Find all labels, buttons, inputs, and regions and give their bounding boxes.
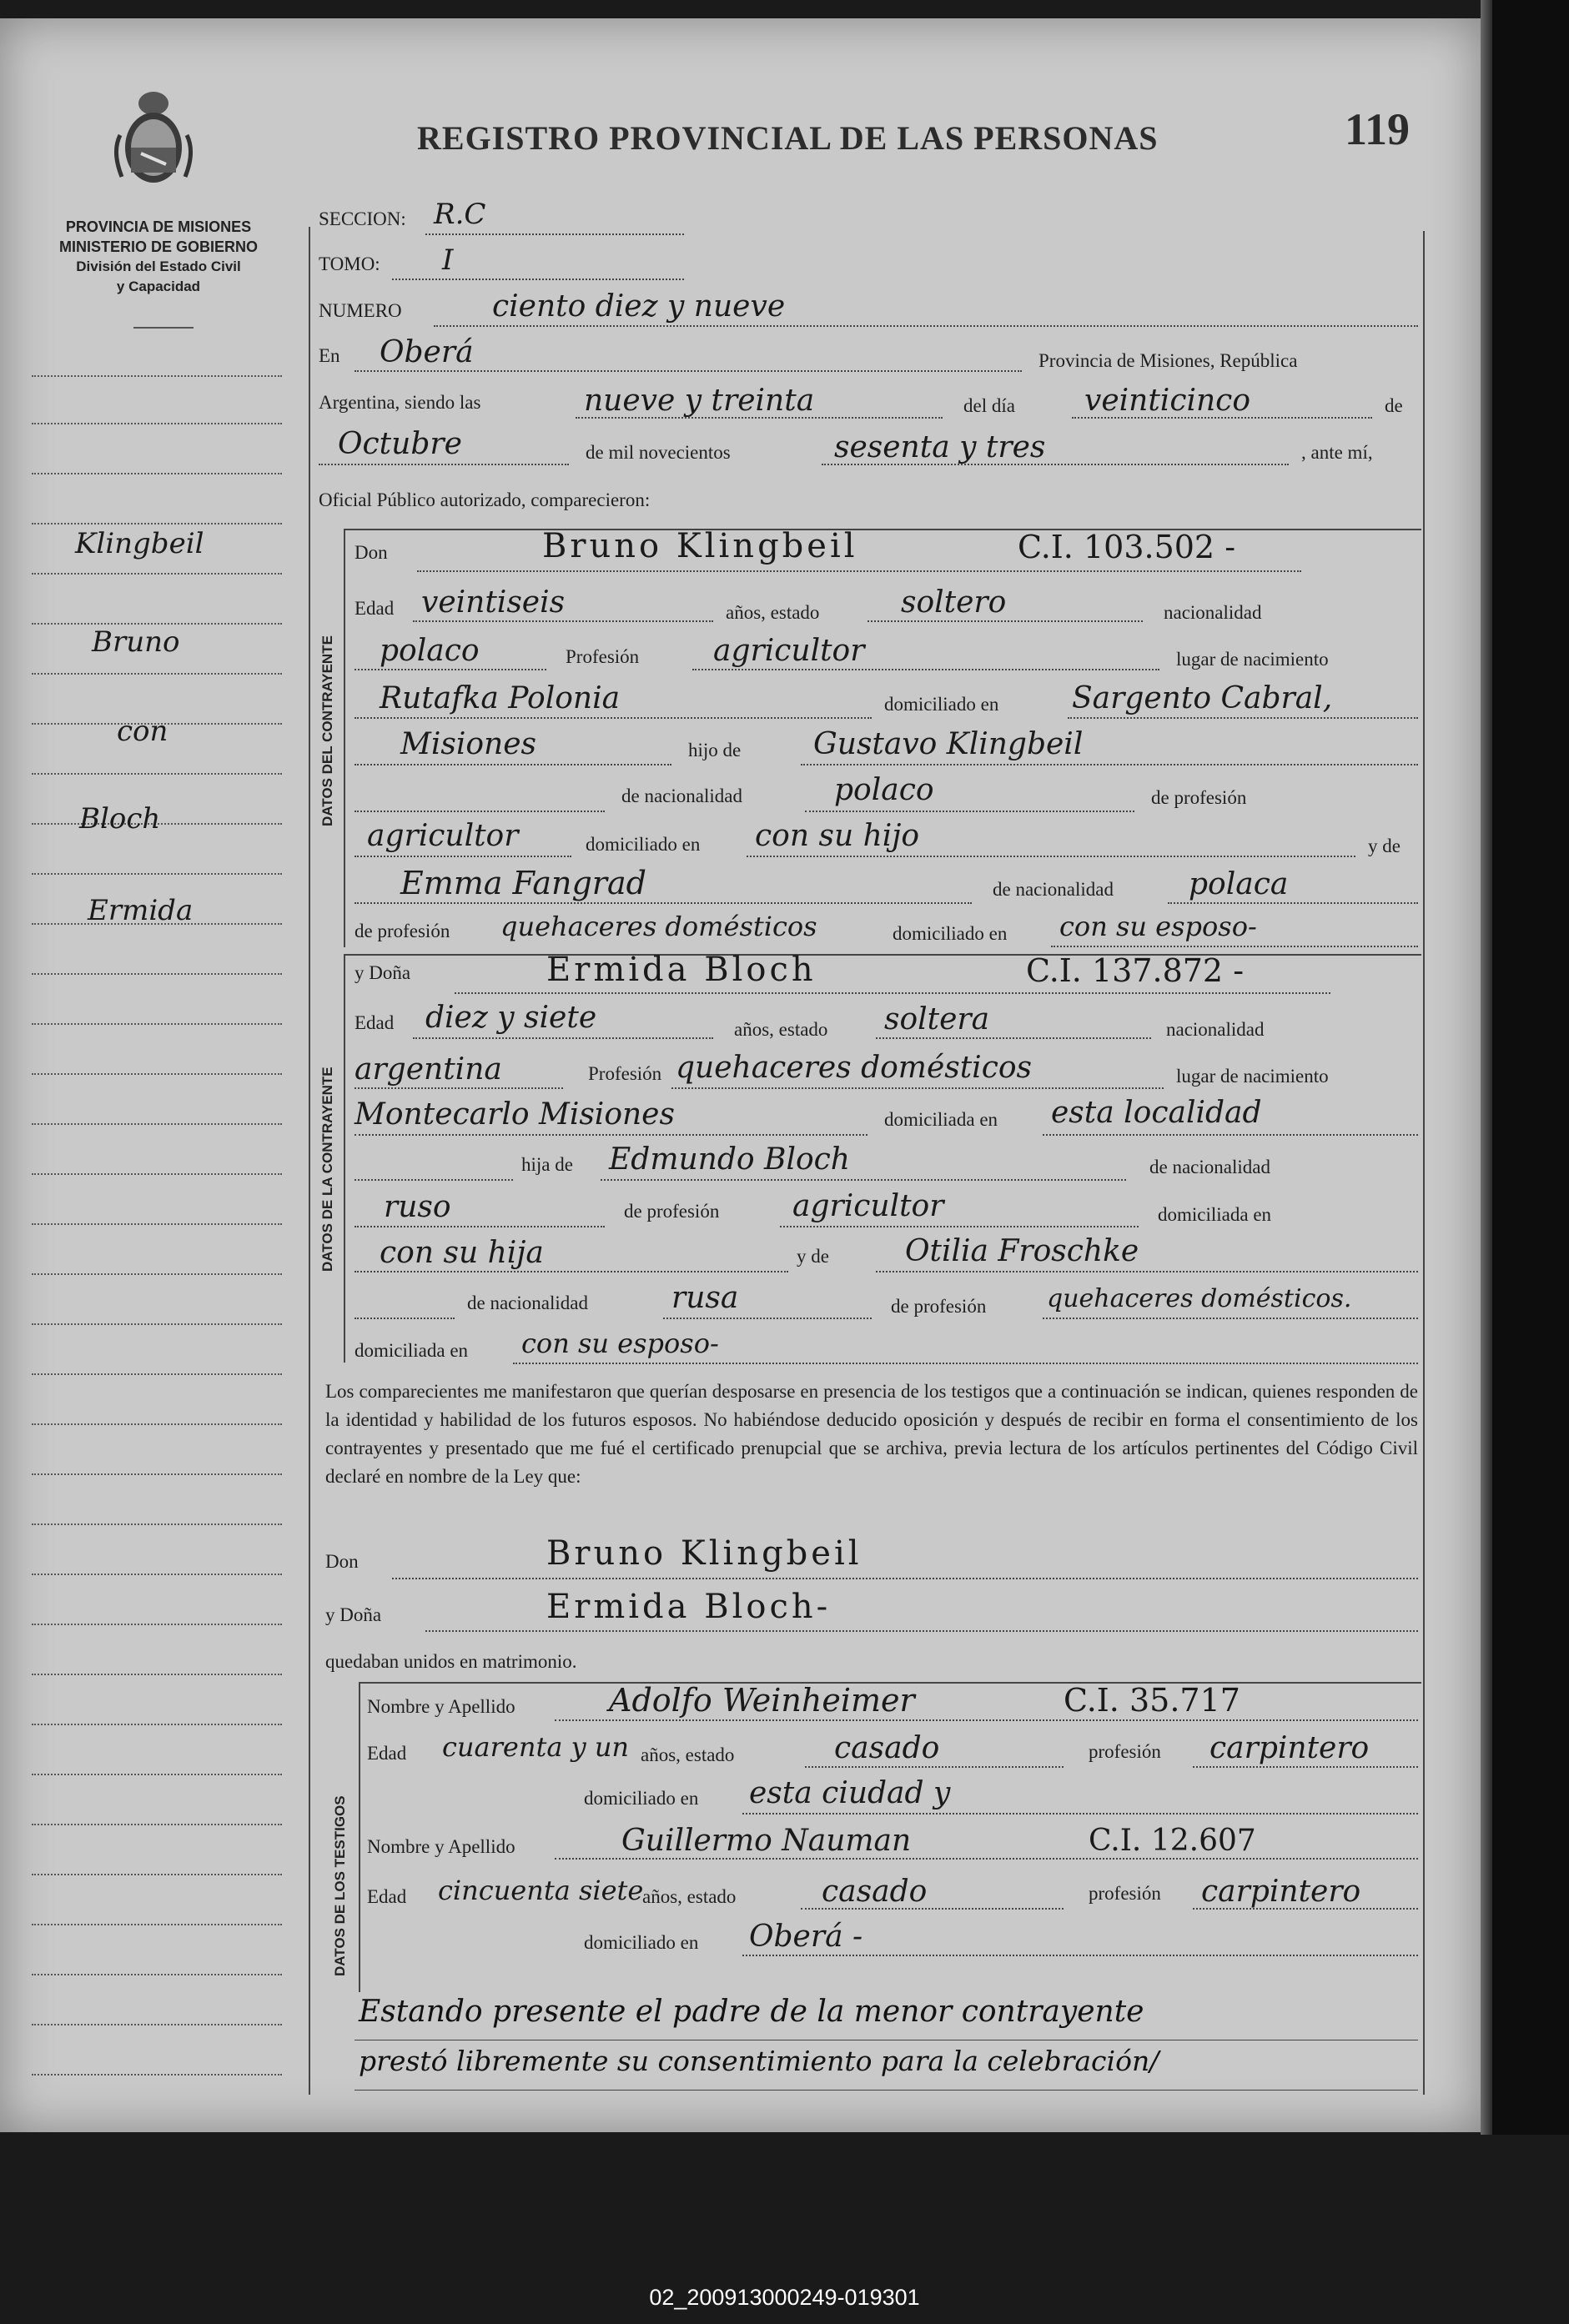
madre-prof-label: de profesión (355, 921, 450, 941)
hora-value: nueve y treinta (584, 384, 815, 418)
de-nacionalidad2-label: de nacionalidad (1149, 1157, 1270, 1177)
del-dia-label: del día (963, 395, 1015, 416)
lugar-nac-label: lugar de nacimiento (1176, 649, 1329, 670)
provincia-text: Provincia de Misiones, República (1038, 350, 1298, 371)
edad-label: Edad (355, 598, 395, 619)
hijo-de-label: hijo de (688, 740, 742, 760)
testigo1-profesion: carpintero (1209, 1731, 1370, 1765)
contrayenta-padre-dom: con su hija (380, 1236, 544, 1270)
t2-edad-label: Edad (367, 1886, 407, 1907)
book-spine-strip (1481, 0, 1492, 2135)
lugar-nac2-label: lugar de nacimiento (1176, 1066, 1329, 1087)
contrayente-madre-prof: quehaceres domésticos (500, 911, 817, 942)
madre2-line (876, 1271, 1418, 1272)
document-title: REGISTRO PROVINCIAL DE LAS PERSONAS (417, 119, 1159, 157)
margin-rule (32, 1874, 282, 1875)
contrayenta-side-label: DATOS DE LA CONTRAYENTE (319, 1067, 335, 1272)
margin-rule (32, 673, 282, 675)
contrayente-nombre: Bruno Klingbeil (542, 527, 858, 565)
margin-rule (32, 623, 282, 625)
edad2-label: Edad (355, 1012, 395, 1033)
dona-line (455, 992, 1330, 994)
edad2-line (413, 1037, 713, 1039)
t1-dom-line (742, 1813, 1418, 1815)
book-edge (1481, 0, 1569, 2135)
numero-label: NUMERO (319, 300, 402, 321)
contrayente-padre-dom: con su hijo (755, 819, 920, 853)
decl-don-value: Bruno Klingbeil (546, 1534, 862, 1573)
t2-prof-line (1193, 1908, 1418, 1910)
t2-profesion-label: profesión (1089, 1883, 1161, 1904)
contrayenta-domicilio: esta localidad (1051, 1096, 1262, 1130)
anios-estado2-label: años, estado (734, 1019, 828, 1040)
contrayente-madre-nac: polaca (1189, 867, 1289, 901)
nacionalidad-line (355, 669, 546, 670)
contrayenta-nacionalidad: argentina (355, 1052, 502, 1087)
t2-dom-line (742, 1955, 1418, 1956)
margin-rule (32, 1574, 282, 1575)
domiciliada-label: domiciliada en (884, 1109, 998, 1130)
testigo2-edad: cincuenta siete (438, 1875, 644, 1906)
page-number: 119 (1345, 104, 1411, 154)
margin-rule (32, 1974, 282, 1975)
testigo1-nombre: Adolfo Weinheimer (609, 1682, 915, 1719)
margin-note-surname: Klingbeil (75, 527, 204, 560)
margin-rule (32, 423, 282, 424)
madre-prof2-line (1043, 1318, 1418, 1319)
decl-dona-line (425, 1630, 1418, 1632)
margin-rule (32, 1073, 282, 1075)
anio-value: sesenta y tres (834, 430, 1046, 464)
madre-dom-label: domiciliado en (893, 923, 1008, 944)
mes-line (319, 464, 569, 465)
margin-rule (32, 1173, 282, 1175)
image-code: 02_200913000249-019301 (649, 2285, 920, 2310)
margin-rule (32, 1624, 282, 1625)
madre-line (355, 902, 972, 904)
margin-note-bride-name: Ermida (88, 894, 194, 927)
madre-nac2-line (663, 1318, 872, 1319)
margin-rule (32, 1523, 282, 1525)
profesion-label: Profesión (566, 646, 640, 667)
padre-nac-line (805, 811, 1134, 812)
tomo-label: TOMO: (319, 253, 380, 274)
de-mil-label: de mil novecientos (586, 442, 731, 463)
contrayenta-estado: soltera (884, 1002, 990, 1037)
contrayenta-padre-nac: ruso (384, 1190, 451, 1224)
t2-anios-estado-label: años, estado (642, 1886, 737, 1907)
padre-dom2-line (355, 1271, 788, 1272)
domiciliado-label: domiciliado en (884, 694, 999, 715)
contrayenta-madre-prof: quehaceres domésticos. (1047, 1284, 1352, 1313)
decl-dona-value: Ermida Bloch- (546, 1588, 832, 1626)
dia-line (1072, 417, 1372, 419)
quedaban-text: quedaban unidos en matrimonio. (325, 1651, 577, 1672)
y-de-label: y de (1368, 836, 1401, 856)
t1-anios-estado-label: años, estado (641, 1744, 735, 1765)
margin-rule (32, 1273, 282, 1275)
t1-prof-line (1193, 1766, 1418, 1768)
dept-ministry: MINISTERIO DE GOBIERNO (58, 238, 259, 255)
contrayente-domicilio: Sargento Cabral, (1072, 681, 1333, 715)
domicilio2-line (355, 764, 671, 765)
margin-note-con: con (117, 715, 168, 748)
domicilio3-line (1043, 1134, 1418, 1136)
margin-rule (32, 1674, 282, 1675)
margin-rule (32, 573, 282, 575)
nacionalidad2-line (355, 1087, 563, 1089)
dona-label: y Doña (355, 962, 411, 983)
madre-dom2-line (513, 1363, 1418, 1364)
domicilio-line (1068, 717, 1418, 719)
margin-rule (32, 1824, 282, 1825)
hora-line (576, 417, 943, 419)
madre-prof2-label: de profesión (891, 1296, 987, 1317)
dept-division: División del Estado Civil (76, 259, 241, 274)
contrayenta-lugar-nac: Montecarlo Misiones (355, 1097, 675, 1132)
ante-mi-label: , ante mí, (1301, 442, 1373, 463)
nota-final-linea1: Estando presente el padre de la menor contrayente (359, 1995, 1144, 2029)
testigo2-domicilio: Oberá - (749, 1920, 863, 1954)
contrayente-nacionalidad: polaco (380, 634, 480, 668)
margin-note-bride-surname: Bloch (79, 802, 161, 836)
nacionalidad2-label: nacionalidad (1166, 1019, 1265, 1040)
nota-line2 (355, 2090, 1418, 2091)
blank-line (355, 1179, 513, 1181)
contrayente-madre-dom: con su esposo- (1059, 911, 1257, 942)
padre-dom-label: domiciliado en (586, 834, 701, 855)
department-block (25, 217, 292, 297)
t1-nombre-line (555, 1719, 1418, 1721)
declaracion-parrafo: Los comparecientes me manifestaron que querían desposarse en presencia de los testigos que a continuación se indican, quienes responden de la identidad y habilidad de los futuros esposos. No habiéndose deducido oposición y después de recibir en forma el consentimiento de los contrayentes y presentado que me fué el certificado prenupcial que se archiva, previa lectura de los artículos pertinentes del Código Civil declaré en nombre de la Ley que: (325, 1381, 1418, 1487)
t1-estado-line (805, 1766, 1064, 1768)
margin-rule (32, 773, 282, 775)
don-label: Don (355, 542, 388, 563)
margin-rule (32, 523, 282, 525)
numero-line (434, 325, 1418, 327)
argentina-text: Argentina, siendo las (319, 392, 481, 413)
document-page (0, 18, 1481, 2132)
blank-line (355, 811, 605, 812)
lugar-nac-line (355, 717, 872, 719)
dept-capacity: y Capacidad (116, 279, 201, 294)
tomo-value: I (442, 243, 454, 277)
margin-rule (32, 1373, 282, 1375)
padre-line (801, 764, 1418, 765)
margin-rule (32, 1123, 282, 1125)
contrayenta-madre-dom: con su esposo- (521, 1328, 719, 1359)
margin-note-firstname: Bruno (92, 625, 180, 659)
profesion-line (692, 669, 1159, 670)
padre2-line (601, 1179, 1126, 1181)
mes-value: Octubre (338, 427, 462, 461)
oficial-text: Oficial Público autorizado, comparecieron: (319, 489, 651, 510)
nota-final-linea2: prestó libremente su consentimiento para la celebración/ (359, 2045, 1159, 2077)
t1-domicilio-label: domiciliado en (584, 1788, 699, 1809)
decl-don-line (392, 1578, 1418, 1579)
contrayente-lugar-nac: Rutafka Polonia (380, 681, 621, 715)
de-profesion-label: de profesión (1151, 787, 1247, 808)
padre-prof2-line (780, 1226, 1139, 1227)
contrayente-padre-nac: polaco (834, 773, 934, 807)
madre-nac-label: de nacionalidad (993, 879, 1114, 900)
contrayenta-madre-nac: rusa (671, 1281, 739, 1315)
blank-line (355, 1318, 455, 1319)
don-line (417, 570, 1301, 572)
de-label: de (1385, 395, 1403, 416)
contrayente-padre: Gustavo Klingbeil (813, 727, 1084, 761)
t1-edad-label: Edad (367, 1743, 407, 1764)
contrayente-padre-prof: agricultor (367, 819, 519, 853)
seccion-value: R.C (434, 198, 486, 231)
t1-profesion-label: profesión (1089, 1741, 1161, 1762)
testigo1-edad: cuarenta y un (442, 1731, 630, 1763)
testigo2-nombre: Guillermo Nauman (621, 1824, 912, 1858)
margin-rule (32, 1774, 282, 1775)
t2-domicilio-label: domiciliado en (584, 1932, 699, 1953)
lugar-value: Oberá (380, 335, 474, 369)
testigo1-domicilio: esta ciudad y (749, 1776, 951, 1810)
de-nacionalidad-label: de nacionalidad (621, 786, 742, 806)
t1-nombre-label: Nombre y Apellido (367, 1696, 515, 1717)
lugar-line (355, 370, 1022, 372)
padre-nac2-line (355, 1226, 605, 1227)
margin-rule (32, 973, 282, 975)
contrayente-edad: veintiseis (421, 585, 566, 620)
contrayenta-padre-prof: agricultor (792, 1189, 944, 1223)
madre-dom-line (1051, 946, 1418, 947)
testigo2-profesion: carpintero (1201, 1875, 1361, 1909)
margin-rule (32, 375, 282, 377)
hija-de-label: hija de (521, 1154, 573, 1175)
margin-rule (32, 2024, 282, 2025)
contrayente-estado: soltero (901, 585, 1007, 620)
margin-rule (32, 1423, 282, 1425)
madre-nac-line (1168, 902, 1418, 904)
padre-dom-line (747, 856, 1355, 857)
contrayenta-profesion: quehaceres domésticos (676, 1051, 1033, 1085)
y-de2-label: y de (797, 1246, 829, 1267)
testigos-side-label: DATOS DE LOS TESTIGOS (332, 1795, 348, 1977)
margin-rule (32, 873, 282, 875)
margin-rule (32, 1323, 282, 1325)
contrayenta-ci: C.I. 137.872 - (1026, 952, 1245, 989)
edad-line (413, 620, 713, 622)
contrayente-madre: Emma Fangrad (400, 865, 646, 901)
padre-dom2-label: domiciliada en (1158, 1204, 1272, 1225)
nacionalidad-label: nacionalidad (1164, 602, 1262, 623)
dept-underline (133, 327, 194, 329)
profesion2-line (671, 1087, 1164, 1089)
right-column-rule (1423, 231, 1425, 2095)
estado-line (867, 620, 1143, 622)
lugar-nac2-line (355, 1134, 867, 1136)
tomo-line (392, 279, 684, 280)
t2-estado-line (801, 1908, 1064, 1910)
contrayente-profesion: agricultor (713, 634, 865, 668)
margin-rule (32, 1924, 282, 1925)
anio-line (822, 464, 1289, 465)
contrayenta-padre: Edmundo Bloch (609, 1142, 850, 1177)
dia-value: veinticinco (1084, 384, 1251, 418)
contrayente-domicilio2: Misiones (400, 727, 537, 761)
margin-rule (32, 1473, 282, 1475)
contrayenta-nombre: Ermida Bloch (546, 951, 817, 989)
en-label: En (319, 345, 340, 366)
contrayenta-madre: Otilia Froschke (905, 1234, 1139, 1268)
contrayente-side-label: DATOS DEL CONTRAYENTE (319, 635, 335, 827)
testigo1-ci: C.I. 35.717 (1064, 1682, 1240, 1719)
madre-nac2-label: de nacionalidad (467, 1293, 588, 1313)
numero-value: ciento diez y nueve (492, 289, 786, 324)
contrayenta-edad: diez y siete (425, 1001, 597, 1035)
seccion-label: SECCION: (319, 208, 406, 229)
contrayente-ci: C.I. 103.502 - (1018, 529, 1236, 565)
estado2-line (876, 1037, 1151, 1039)
coat-of-arms-icon (112, 85, 195, 192)
margin-rule (32, 1023, 282, 1025)
left-column-rule (309, 227, 310, 2095)
anios-estado-label: años, estado (726, 602, 820, 623)
decl-don-label: Don (325, 1551, 359, 1572)
de-profesion2-label: de profesión (624, 1201, 720, 1222)
profesion2-label: Profesión (588, 1063, 662, 1084)
decl-dona-label: y Doña (325, 1604, 382, 1625)
t2-nombre-line (555, 1858, 1418, 1860)
testigo2-estado: casado (822, 1875, 928, 1909)
seccion-line (425, 233, 684, 235)
testigo1-estado: casado (834, 1731, 940, 1765)
padre-prof-line (355, 856, 571, 857)
t2-nombre-label: Nombre y Apellido (367, 1836, 515, 1857)
dept-province: PROVINCIA DE MISIONES (65, 218, 252, 235)
madre-dom2-label: domiciliada en (355, 1340, 469, 1361)
margin-rule (32, 2074, 282, 2076)
margin-rule (32, 1223, 282, 1225)
margin-rule (32, 473, 282, 474)
margin-rule (32, 1724, 282, 1725)
testigo2-ci: C.I. 12.607 (1089, 1824, 1256, 1858)
